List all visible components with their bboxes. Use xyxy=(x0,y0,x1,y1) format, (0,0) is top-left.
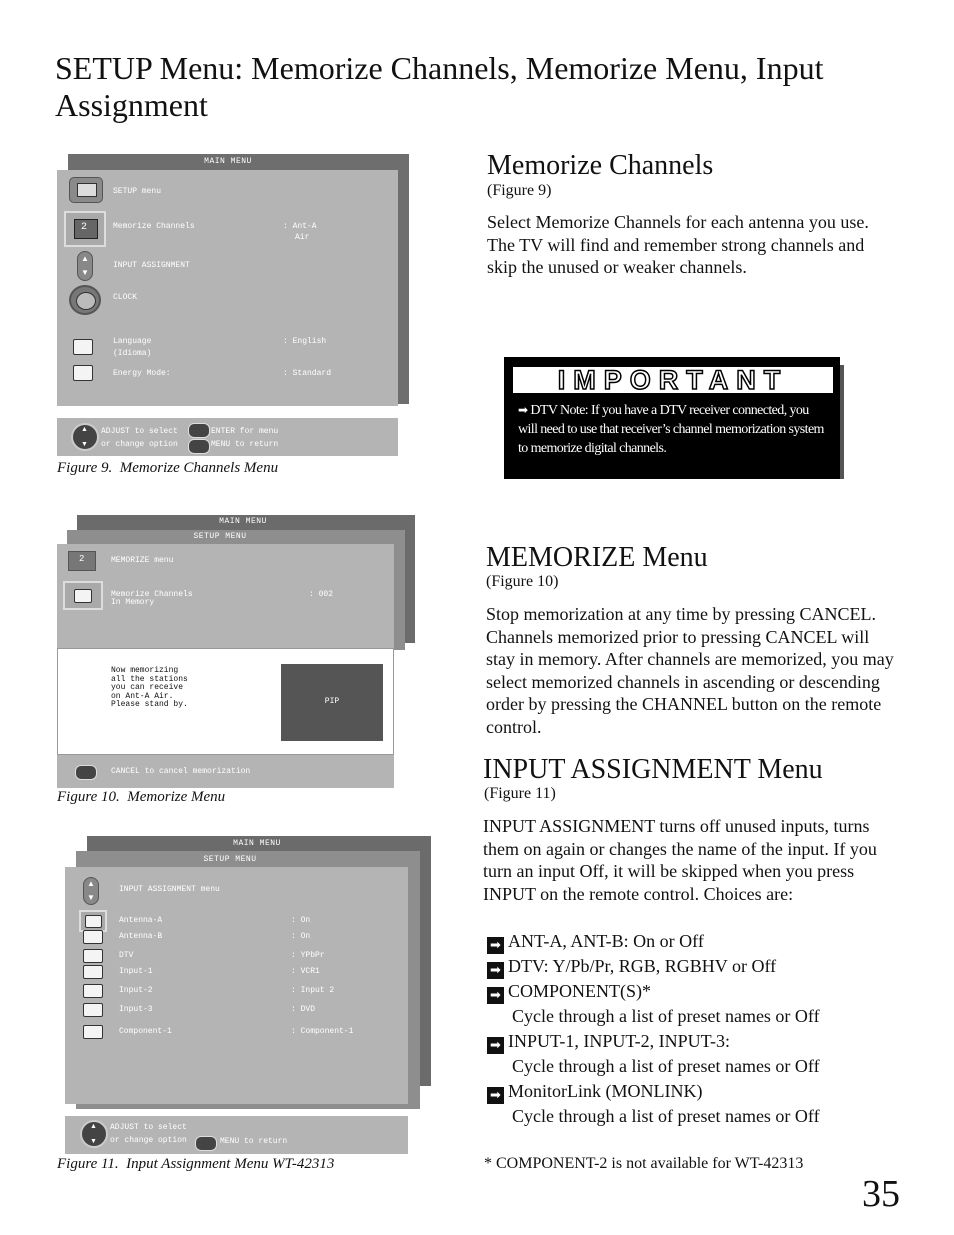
arrow-icon: ➡ xyxy=(487,1087,504,1104)
important-banner xyxy=(511,365,835,395)
fig9-header: MAIN MENU xyxy=(204,157,252,166)
fig11-nav-bar xyxy=(65,1116,408,1154)
language-icon xyxy=(73,339,93,355)
choice-text: MonitorLink (MONLINK) xyxy=(508,1081,703,1101)
figure-9 xyxy=(57,153,409,458)
memorize-icon xyxy=(68,551,96,571)
selected-input-icon xyxy=(79,910,107,932)
fig10-title: MEMORIZE menu xyxy=(111,556,174,565)
fig9-energy-value: : Standard xyxy=(283,369,332,378)
choice-item xyxy=(487,1079,907,1104)
fig9-nav-adjust: ADJUST to select xyxy=(101,427,178,436)
fig11-header-setup: SETUP MENU xyxy=(203,855,257,864)
input-icon xyxy=(83,965,103,979)
fig10-message: Now memorizing all the stations you can receive on Ant-A Air. Please stand by. xyxy=(111,666,188,709)
memorize-icon-number: 2 xyxy=(81,222,88,233)
fig9-language-label2: (Idioma) xyxy=(113,349,152,358)
fig10-header-setup: SETUP MENU xyxy=(193,532,247,541)
fig11-row-label: Antenna-A xyxy=(119,916,163,925)
fig11-row-label: Input-1 xyxy=(119,967,153,976)
pip-window xyxy=(281,664,383,741)
updown-icon: ▲ ▼ xyxy=(77,251,93,281)
fig10-header-main: MAIN MENU xyxy=(219,517,267,526)
fig9-clock-label: CLOCK xyxy=(113,293,138,302)
memorize-icon xyxy=(64,211,106,247)
choice-item xyxy=(487,979,907,1004)
enter-button-icon xyxy=(188,423,210,438)
fig11-row-label: Antenna-B xyxy=(119,932,163,941)
fig11-row-value: : On xyxy=(291,932,311,941)
updown-icon: ▲ ▼ xyxy=(83,877,99,905)
fig11-row-value: : On xyxy=(291,916,311,925)
arrow-icon: ➡ xyxy=(518,403,528,417)
fig11-caption-text: Input Assignment Menu WT-42313 xyxy=(126,1156,335,1172)
fig11-row-label: Input-3 xyxy=(119,1005,153,1014)
fig9-caption-label: Figure 9. xyxy=(57,460,113,476)
fig11-row-value: : YPbPr xyxy=(291,951,325,960)
input-assignment-figref: (Figure 11) xyxy=(484,785,556,802)
fig10-icon-number: 2 xyxy=(79,554,85,564)
memorize-channels-heading: Memorize Channels xyxy=(487,150,714,181)
fig11-title: INPUT ASSIGNMENT menu xyxy=(119,885,220,894)
fig9-caption xyxy=(57,460,278,477)
choice-subtext: Cycle through a list of preset names or Off xyxy=(512,1106,820,1126)
menu-button-icon xyxy=(188,439,210,454)
memorize-menu-figref: (Figure 10) xyxy=(486,573,559,590)
fig9-memorize-value2: Air xyxy=(295,233,310,242)
fig11-caption-label: Figure 11. xyxy=(57,1156,119,1172)
fig10-caption xyxy=(57,789,225,806)
choice-text: COMPONENT(S)* xyxy=(508,981,652,1001)
fig9-memorize-value: : Ant-A xyxy=(283,222,317,231)
fig11-row-value: : DVD xyxy=(291,1005,316,1014)
choice-item xyxy=(487,1029,907,1054)
input-icon xyxy=(83,1025,103,1039)
fig10-row-label2: In Memory xyxy=(111,598,155,607)
cancel-button-icon xyxy=(75,765,97,780)
memorize-menu-heading: MEMORIZE Menu xyxy=(486,542,708,573)
input-icon xyxy=(83,1003,103,1017)
fig11-row-label: Input-2 xyxy=(119,986,153,995)
choice-item xyxy=(487,929,907,954)
clock-icon xyxy=(69,285,101,315)
pip-label: PIP xyxy=(324,697,340,706)
page-title: SETUP Menu: Memorize Channels, Memorize Menu, Input Assignment xyxy=(55,50,824,123)
fig11-caption xyxy=(57,1156,334,1173)
menu-button-icon xyxy=(195,1136,217,1151)
input-icon xyxy=(83,930,103,944)
choice-subtext: Cycle through a list of preset names or Off xyxy=(512,1006,820,1026)
arrow-icon: ➡ xyxy=(487,937,504,954)
fig10-row-label: Memorize Channels xyxy=(111,590,193,599)
choice-text: ANT-A, ANT-B: On or Off xyxy=(508,931,704,951)
memorize-menu-body: Stop memorization at any time by pressing CANCEL. Channels memorized prior to pressing CANCEL will stay in memory. After channels are memorized, you may select memorized channels in ascending or descending order by pressing the CHANNEL button on the remote control. xyxy=(486,604,894,737)
page-number: 35 xyxy=(862,1173,900,1215)
component-footnote: * COMPONENT-2 is not available for WT-42313 xyxy=(484,1155,804,1172)
choice-text: DTV: Y/Pb/Pr, RGB, RGBHV or Off xyxy=(508,956,777,976)
fig9-nav-change: or change option xyxy=(101,440,178,449)
fig10-cancel: CANCEL to cancel memorization xyxy=(111,767,251,776)
fig9-energy-label: Energy Mode: xyxy=(113,369,171,378)
input-icon xyxy=(83,949,103,963)
choice-text: INPUT-1, INPUT-2, INPUT-3: xyxy=(508,1031,731,1051)
fig11-row-value: : Input 2 xyxy=(291,986,335,995)
input-choices-list xyxy=(487,929,907,1129)
fig9-nav-menu: MENU to return xyxy=(211,440,279,449)
figure-11 xyxy=(65,836,433,1156)
fig10-caption-label: Figure 10. xyxy=(57,789,120,805)
energy-icon xyxy=(73,365,93,381)
fig11-row-value: : Component-1 xyxy=(291,1027,354,1036)
fig9-setup-label: SETUP menu xyxy=(113,187,162,196)
fig11-nav-menu: MENU to return xyxy=(220,1137,288,1146)
fig9-language-value: : English xyxy=(283,337,327,346)
fig11-header-main: MAIN MENU xyxy=(233,839,281,848)
choice-subtext: Cycle through a list of preset names or Off xyxy=(512,1056,820,1076)
choice-item xyxy=(487,954,907,979)
fig11-nav-adjust: ADJUST to select xyxy=(110,1123,187,1132)
input-assignment-body: INPUT ASSIGNMENT turns off unused inputs, turns them on again or changes the name of the input. If you turn an input Off, it will be skipped when you press INPUT on the remote control. Choices are: xyxy=(483,816,877,904)
fig9-nav-bar xyxy=(57,418,398,456)
fig10-caption-text: Memorize Menu xyxy=(127,789,226,805)
important-title: IMPORTANT xyxy=(557,365,789,395)
fig9-input-label: INPUT ASSIGNMENT xyxy=(113,261,190,270)
dpad-icon: ▲ ▼ xyxy=(80,1120,108,1148)
dpad-icon: ▲ ▼ xyxy=(71,423,99,451)
fig10-row-value: : 002 xyxy=(309,590,334,599)
fig9-language-label: Language xyxy=(113,337,152,346)
tv-icon xyxy=(69,177,103,203)
fig11-row-value: : VCR1 xyxy=(291,967,320,976)
figure-10 xyxy=(57,515,417,790)
arrow-icon: ➡ xyxy=(487,987,504,1004)
fig9-caption-text: Memorize Channels Menu xyxy=(119,460,279,476)
fig11-row-label: Component-1 xyxy=(119,1027,172,1036)
fig9-nav-enter: ENTER for menu xyxy=(211,427,279,436)
important-note-text: DTV Note: If you have a DTV receiver connected, you will need to use that receiver’s channel memorization system to memorize digital channels. xyxy=(518,403,824,456)
memorize-channels-icon xyxy=(63,581,103,610)
memorize-channels-figref: (Figure 9) xyxy=(487,182,552,199)
fig11-row-label: DTV xyxy=(119,951,134,960)
input-assignment-heading: INPUT ASSIGNMENT Menu xyxy=(483,754,823,785)
memorize-channels-body: Select Memorize Channels for each antenna you use. The TV will find and remember strong channels and skip the unused or weaker channels. xyxy=(487,212,869,277)
fig9-memorize-label: Memorize Channels xyxy=(113,222,195,231)
important-note xyxy=(518,401,828,458)
fig11-nav-change: or change option xyxy=(110,1136,187,1145)
arrow-icon: ➡ xyxy=(487,1037,504,1054)
input-icon xyxy=(83,984,103,998)
arrow-icon: ➡ xyxy=(487,962,504,979)
